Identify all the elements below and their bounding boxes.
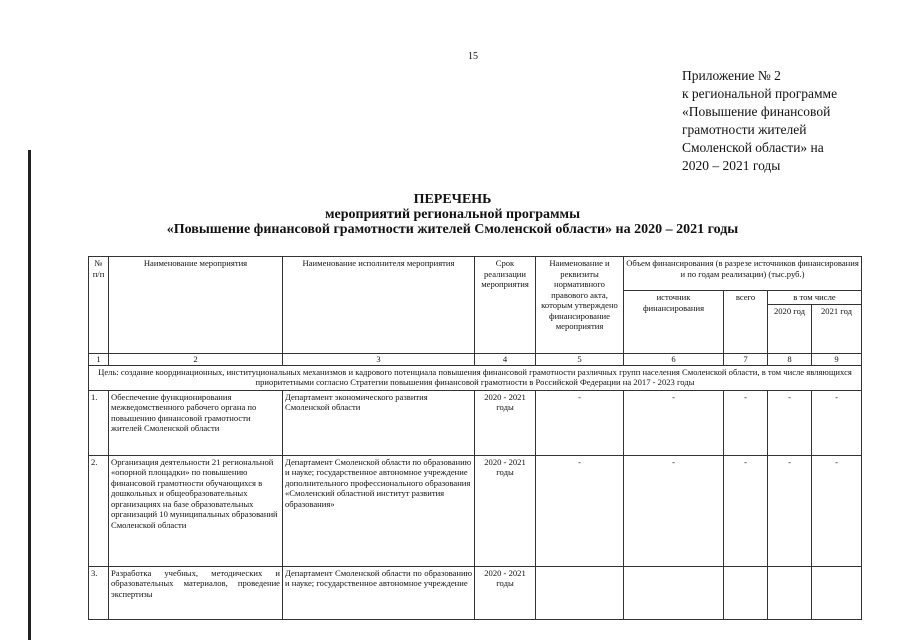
activities-table [88, 256, 862, 620]
col-number: 4 [475, 353, 536, 365]
table-row [89, 455, 862, 566]
col-number: 9 [812, 353, 862, 365]
row-2020: - [768, 455, 812, 566]
row-2021: - [812, 390, 862, 455]
appendix-line: Смоленской области» на [682, 140, 824, 155]
col-number: 5 [536, 353, 624, 365]
program-name: «Повышение финансовой грамотности жителей Смоленской области» на 2020 – 2021 годы [166, 222, 739, 237]
document-subtitle: мероприятий региональной программы [324, 207, 581, 222]
col-number: 3 [283, 353, 475, 365]
row-2021 [812, 566, 862, 619]
appendix-line: к региональной программе [682, 86, 838, 101]
document-title: ПЕРЕЧЕНЬ [413, 192, 492, 207]
appendix-line: «Повышение финансовой [682, 104, 831, 119]
table-row [89, 390, 862, 455]
row-2020 [768, 566, 812, 619]
row-source [624, 566, 724, 619]
row-act: - [536, 455, 624, 566]
col-number: 1 [89, 353, 109, 365]
header-executor: Наименование исполнителя мероприятия [283, 257, 475, 354]
row-term: 2020 - 2021 годы [475, 566, 536, 619]
row-total: - [724, 455, 768, 566]
row-act [536, 566, 624, 619]
appendix-line: грамотности жителей [682, 122, 807, 137]
header-2021: 2021 год [812, 304, 862, 353]
header-funding: Объем финансирования (в разрезе источников финансирования и по годам реализации) (тыс.руб.) [624, 257, 862, 291]
appendix-line: 2020 – 2021 годы [682, 158, 781, 173]
row-name: Организация деятельности 21 региональной «опорной площадки» по повышению финансовой грамотности обучающихся в дошкольных и общеобразовательных организациях на базе образовательных организаций 10 муниципальных образований Смоленской области [109, 455, 283, 566]
row-source: - [624, 390, 724, 455]
row-2020: - [768, 390, 812, 455]
row-name: Разработка учебных, методических и образовательных материалов, проведение экспертизы [109, 566, 283, 619]
row-term: 2020 - 2021 годы [475, 390, 536, 455]
row-total: - [724, 390, 768, 455]
header-source: источник финансирования [624, 291, 724, 354]
page-number: 15 [468, 51, 478, 62]
header-act: Наименование и реквизиты нормативного правового акта, которым утверждено финансирование мероприятия [536, 257, 624, 354]
goal-row [89, 365, 862, 390]
col-number: 7 [724, 353, 768, 365]
row-executor: Департамент Смоленской области по образованию и науке; государственное автономное учреждение дополнительного профессионального образования «Смоленский областной институт развития образования» [283, 455, 475, 566]
col-number: 6 [624, 353, 724, 365]
header-term: Срок реализации мероприятия [475, 257, 536, 354]
row-executor: Департамент экономического развития Смоленской области [283, 390, 475, 455]
row-total [724, 566, 768, 619]
goal-text: Цель: создание координационных, институциональных механизмов и кадрового потенциала повышения финансовой грамотности различных групп населения Смоленской области, в том числе являющихся приоритетными согласно Стратегии повышения финансовой грамотности в Российской Федерации на 2017 - 2023 годы [89, 365, 862, 390]
header-total: всего [724, 291, 768, 354]
col-number: 2 [109, 353, 283, 365]
row-2021: - [812, 455, 862, 566]
header-num: № п/п [89, 257, 109, 354]
row-num: 2. [89, 455, 109, 566]
header-name: Наименование мероприятия [109, 257, 283, 354]
row-executor: Департамент Смоленской области по образованию и науке; государственное автономное учреждение [283, 566, 475, 619]
col-number: 8 [768, 353, 812, 365]
row-num: 3. [89, 566, 109, 619]
row-name: Обеспечение функционирования межведомственного рабочего органа по повышению финансовой грамотности жителей Смоленской области [109, 390, 283, 455]
row-source: - [624, 455, 724, 566]
row-term: 2020 - 2021 годы [475, 455, 536, 566]
row-num: 1. [89, 390, 109, 455]
header-row [89, 257, 862, 291]
header-including: в том числе [768, 291, 862, 305]
appendix-note [682, 67, 837, 175]
table-row [89, 566, 862, 619]
header-2020: 2020 год [768, 304, 812, 353]
row-act: - [536, 390, 624, 455]
column-numbers-row [89, 353, 862, 365]
appendix-line: Приложение № 2 [682, 68, 781, 83]
